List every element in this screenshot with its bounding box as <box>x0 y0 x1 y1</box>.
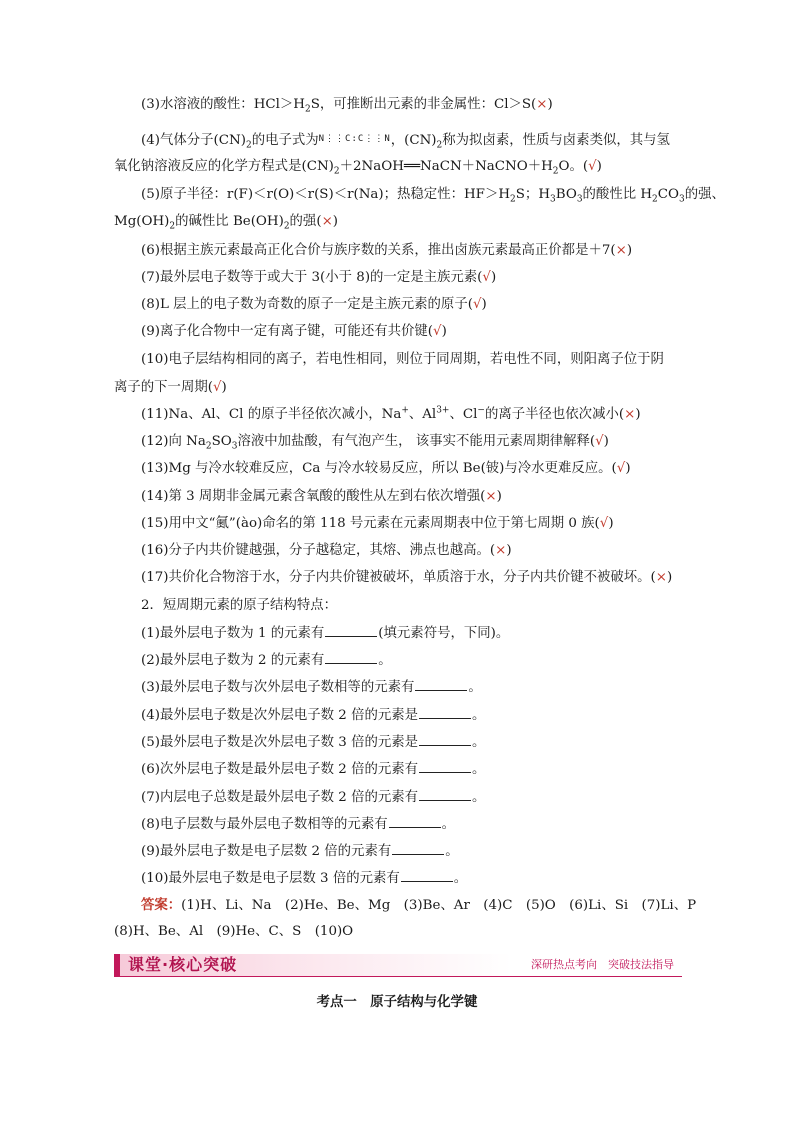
electron-formula: N⋮⋮C:C⋮⋮N <box>318 134 391 144</box>
item-12: (12)向 $Na_2SO_3$溶液中加盐酸，有气泡产生， 该事实不能用元素周期律解释(√) <box>141 434 609 452</box>
cross-mark: × <box>624 407 636 422</box>
answer-blank <box>419 706 471 719</box>
check-mark: √ <box>472 297 482 312</box>
cross-mark: × <box>615 243 627 258</box>
answer-blank <box>389 815 441 828</box>
item-7: (7)最外层电子数等于或大于 3(小于 8)的一定是主族元素(√) <box>141 270 497 285</box>
cross-mark: × <box>495 543 507 558</box>
answer-blank <box>419 760 471 773</box>
check-mark: √ <box>482 270 491 285</box>
q2-line-1: (1)最外层电子数为 1 的元素有 (填元素符号，下同)。 <box>141 626 510 641</box>
cross-mark: × <box>655 570 668 585</box>
cross-mark: × <box>536 97 548 112</box>
banner-subtitle: 深研热点考向 突破技法指导 <box>531 958 674 971</box>
item-5-line-1: (5)原子半径：r(F)＜r(O)＜r(S)＜r(Na)；热稳定性：$HF>H_2S$；$H_3BO_3$的酸性比 $H_2CO_3$的强、 <box>141 187 725 205</box>
q2-line-4: (4)最外层电子数是次外层电子数 2 倍的元素是 。 <box>141 708 486 723</box>
item-8: (8)L 层上的电子数为奇数的原子一定是主族元素的原子(√) <box>141 297 487 312</box>
section-heading: 考点一 原子结构与化学键 <box>316 995 478 1010</box>
cross-mark: × <box>485 489 497 504</box>
q2-line-10: (10)最外层电子数是电子层数 3 倍的元素有 。 <box>141 871 468 886</box>
answer-blank <box>325 651 377 664</box>
banner-rule <box>114 976 682 977</box>
check-mark: √ <box>599 516 609 531</box>
item-6: (6)根据主族元素最高正化合价与族序数的关系，推出卤族元素最高正价都是＋7(×) <box>141 243 633 258</box>
check-mark: √ <box>616 461 626 476</box>
q2-line-9: (9)最外层电子数是电子层数 2 倍的元素有 。 <box>141 844 459 859</box>
item-13: (13)Mg 与冷水较难反应，Ca 与冷水较易反应，所以 Be(铍)与冷水更难反应。(√) <box>141 461 631 476</box>
answer-blank <box>419 788 471 801</box>
check-mark: √ <box>212 380 222 395</box>
answer-blank <box>419 733 471 746</box>
q2-line-5: (5)最外层电子数是次外层电子数 3 倍的元素是 。 <box>141 735 486 750</box>
answer-blank <box>415 678 467 691</box>
banner-title: 课堂·核心突破 <box>128 955 238 974</box>
item-3: (3)水溶液的酸性：$HCl>H_2S$，可推断出元素的非金属性：Cl＞S(×) <box>141 97 553 115</box>
item-9: (9)离子化合物中一定有离子键，可能还有共价键(√) <box>141 324 447 339</box>
item-14: (14)第 3 周期非金属元素含氧酸的酸性从左到右依次增强(×) <box>141 489 502 504</box>
answer-line-2: (8)H、Be、Al (9)He、C、S (10)O <box>114 924 354 939</box>
q2-line-7: (7)内层电子总数是最外层电子数 2 倍的元素有 。 <box>141 790 486 805</box>
question-2-title: 2．短周期元素的原子结构特点： <box>141 598 337 613</box>
item-4-line-1: (4)气体分子$(CN)_2$的电子式为N⋮⋮C:C⋮⋮N，$(CN)_2$称为拟卤素，性质与卤素类似，其与氢 <box>0 130 794 150</box>
answer-blank <box>325 624 377 637</box>
item-16: (16)分子内共价键越强，分子越稳定，其熔、沸点也越高。(×) <box>141 543 512 558</box>
check-mark: √ <box>588 159 597 174</box>
q2-line-8: (8)电子层数与最外层电子数相等的元素有 。 <box>141 817 455 832</box>
q2-line-3: (3)最外层电子数与次外层电子数相等的元素有 。 <box>141 680 482 695</box>
item-5-line-2: $Mg(OH)_2$的碱性比 $Be(OH)_2$的强(×) <box>114 214 339 232</box>
item-10-line-2: 离子的下一周期(√) <box>114 380 227 395</box>
banner-accent-bar <box>114 954 120 976</box>
item-17: (17)共价化合物溶于水，分子内共价键被破坏，单质溶于水，分子内共价键不被破坏。(×) <box>141 570 673 585</box>
answer-label: 答案： <box>141 897 182 913</box>
cross-mark: × <box>321 214 333 229</box>
check-mark: √ <box>595 434 604 449</box>
item-10-line-1: (10)电子层结构相同的离子，若电性相同，则位于同周期，若电性不同，则阳离子位于阴 <box>141 352 664 367</box>
check-mark: √ <box>433 324 442 339</box>
answer-line-1: 答案：(1)H、Li、Na (2)He、Be、Mg (3)Be、Ar (4)C (5)O (6)Li、Si (7)Li、P <box>141 897 697 913</box>
item-4-line-2: 氧化钠溶液反应的化学方程式是$(CN)_2+2NaOH══NaCN+NaCNO+H_2O$。(√) <box>114 159 602 177</box>
item-11: (11)Na、Al、Cl 的原子半径依次减小，Na+、$Al^{3+}$、Cl−的离子半径也依次减小(×) <box>141 405 641 422</box>
section-banner <box>114 954 682 976</box>
item-15: (15)用中文“鿫”(ào)命名的第 118 号元素在元素周期表中位于第七周期 0 族(√) <box>141 516 614 531</box>
q2-line-2: (2)最外层电子数为 2 的元素有 。 <box>141 653 392 668</box>
answer-blank <box>401 869 453 882</box>
q2-line-6: (6)次外层电子数是最外层电子数 2 倍的元素有 。 <box>141 762 486 777</box>
answer-blank <box>392 842 444 855</box>
